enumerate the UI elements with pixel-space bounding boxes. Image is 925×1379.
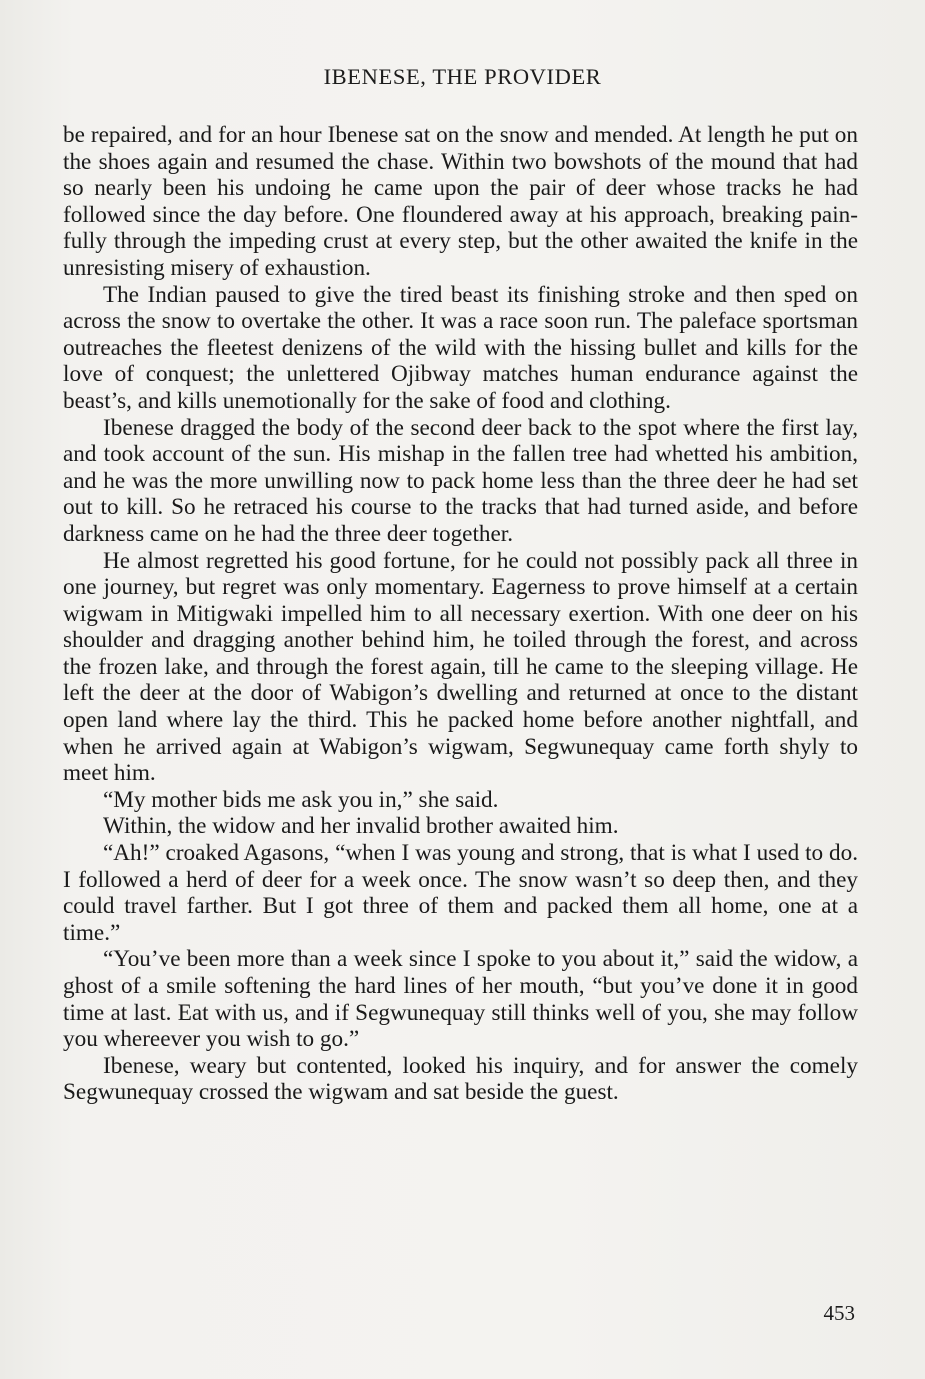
body-text: [63, 122, 858, 1106]
paragraph: be repaired, and for an hour Ibenese sat on the snow and mended. At length he put on the shoes again and resumed the chase. Within two bowshots of the mound that had so nearly been his undoing he came upon the pair of deer whose tracks he had followed since the day before. One floundered away at his approach, breaking painfully through the impeding crust at every step, but the other awaited the knife in the unresisting misery of exhaustion.: [63, 122, 858, 281]
paragraph: “My mother bids me ask you in,” she said.: [103, 786, 499, 813]
paragraph: The Indian paused to give the tired beast its finishing stroke and then sped on across the snow to overtake the other. It was a race soon run. The paleface sportsman outreaches the fleetest denizens of the wild with the hissing bullet and kills for the love of conquest; the unlettered Ojibway matches human endurance against the beast’s, and kills unemotionally for the sake of food and clothing.: [63, 281, 858, 414]
running-head: IBENESE, THE PROVIDER: [323, 64, 602, 89]
paragraph: Ibenese dragged the body of the second deer back to the spot where the first lay, and took account of the sun. His mishap in the fallen tree had whetted his ambition, and he was the more unwilling now to pack home less than the three deer he had set out to kill. So he retraced his course to the tracks that had turned aside, and before darkness came on he had the three deer together.: [63, 414, 858, 547]
page-number: 453: [823, 1301, 855, 1325]
paragraph: “You’ve been more than a week since I spoke to you about it,” said the widow, a ghost of a smile softening the hard lines of her mouth, “but you’ve done it in good time at last. Eat with us, and if Segwunequay still thinks well of you, she may follow you whereever you wish to go.”: [63, 946, 858, 1053]
paragraph: Ibenese, weary but contented, looked his inquiry, and for answer the comely Segwunequay crossed the wigwam and sat beside the guest.: [63, 1052, 858, 1106]
paragraph: Within, the widow and her invalid brother awaited him.: [103, 813, 619, 840]
paragraph: “Ah!” croaked Agasons, “when I was young and strong, that is what I used to do. I followed a herd of deer for a week once. The snow wasn’t so deep then, and they could travel farther. But I got three of them and packed them all home, one at a time.”: [63, 840, 858, 946]
paragraph: He almost regretted his good fortune, for he could not possibly pack all three in one journey, but regret was only momentary. Eagerness to prove himself at a certain wigwam in Mitigwaki impelled him to all necessary exertion. With one deer on his shoulder and dragging another behind him, he toiled through the forest, and across the frozen lake, and through the forest again, till he came to the sleeping village. He left the deer at the door of Wabigon’s dwelling and returned at once to the distant open land where lay the third. This he packed home before another nightfall, and when he arrived again at Wabigon’s wigwam, Segwunequay came forth shyly to meet him.: [63, 547, 858, 787]
